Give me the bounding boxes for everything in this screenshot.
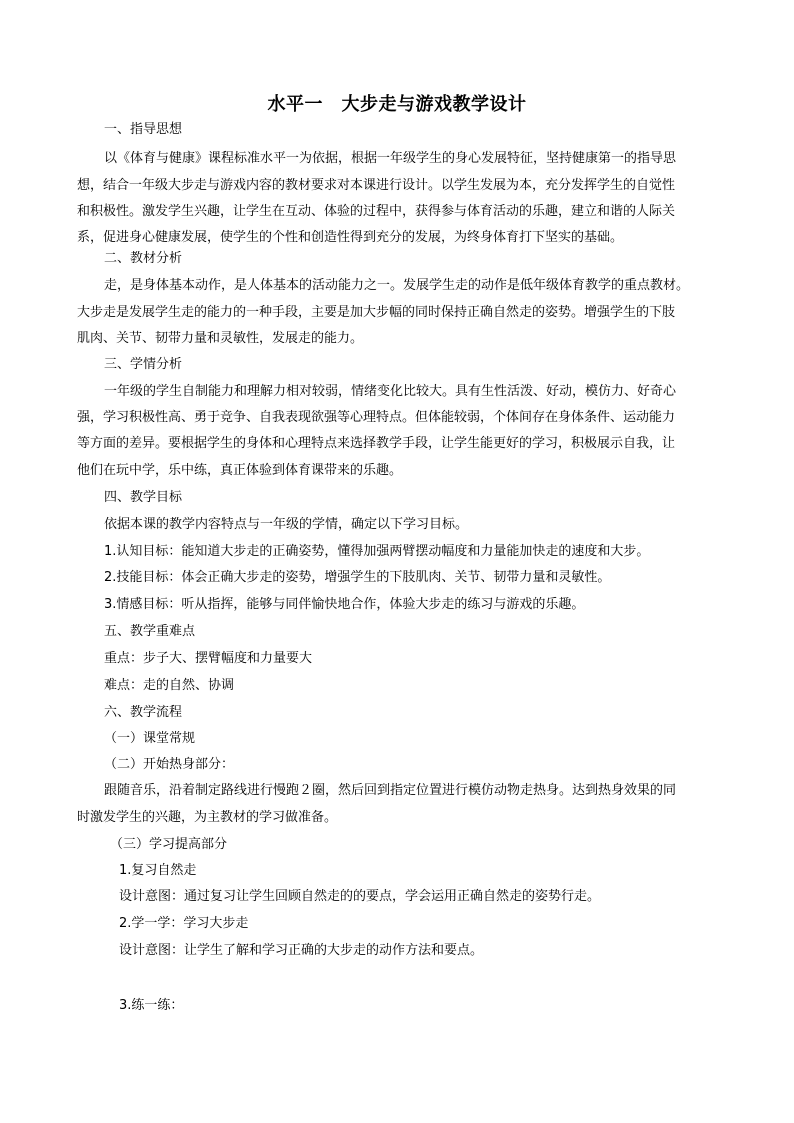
- section-heading-key-difficult-points: 五、教学重难点: [104, 624, 196, 639]
- subsection-heading: （三）学习提高部分: [110, 837, 228, 852]
- subsection-heading: （一）课堂常规: [104, 731, 196, 746]
- paragraph-line: 跟随音乐，沿着制定路线进行慢跑２圈，然后回到指定位置进行模仿动物走热身。达到热身效果的同: [104, 783, 677, 798]
- section-heading-teaching-goals: 四、教学目标: [104, 490, 183, 505]
- goal-item-skill: 2.技能目标：体会正确大步走的姿势，增强学生的下肢肌肉、关节、韧带力量和灵敏性。: [104, 570, 611, 585]
- paragraph-line: 大步走是发展学生走的能力的一种手段，主要是加大步幅的同时保持正确自然走的姿势。增强学生的下肢: [77, 305, 676, 320]
- paragraph-line: 等方面的差异。要根据学生的身体和心理特点来选择教学手段，让学生能更好的学习，积极展示自我，让: [77, 436, 676, 451]
- paragraph-line: 一年级的学生自制能力和理解力相对较弱，情绪变化比较大。具有生性活泼、好动，模仿力、好奇心: [104, 384, 677, 399]
- paragraph-line: 走，是身体基本动作，是人体基本的活动能力之一。发展学生走的动作是低年级体育教学的重点教材。: [104, 278, 690, 293]
- paragraph-line: 依据本课的教学内容特点与一年级的学情，确定以下学习目标。: [104, 517, 469, 532]
- key-point: 重点：步子大、摆臂幅度和力量要大: [104, 651, 313, 666]
- document-title: 水平一 大步走与游戏教学设计: [267, 94, 527, 115]
- paragraph-line: 系，促进身心健康发展，使学生的个性和创造性得到充分的发展，为终身体育打下坚实的基础。: [77, 230, 624, 245]
- goal-item-emotion: 3.情感目标：听从指挥，能够与同伴愉快地合作，体验大步走的练习与游戏的乐趣。: [104, 597, 585, 612]
- section-heading-guiding-ideology: 一、指导思想: [104, 122, 183, 137]
- subsection-heading: （二）开始热身部分：: [104, 757, 235, 772]
- paragraph-line: 他们在玩中学，乐中练，真正体验到体育课带来的乐趣。: [77, 463, 403, 478]
- section-heading-learner-analysis: 三、学情分析: [104, 357, 183, 372]
- step-item: 3.练一练：: [119, 998, 184, 1013]
- section-heading-teaching-process: 六、教学流程: [104, 705, 183, 720]
- step-item: 1.复习自然走: [119, 863, 197, 878]
- paragraph-line: 强，学习积极性高、勇于竞争、自我表现欲强等心理特点。但体能较弱，个体间存在身体条件、运动能力: [77, 410, 676, 425]
- step-item: 2.学一学：学习大步走: [119, 916, 249, 931]
- goal-item-cognitive: 1.认知目标：能知道大步走的正确姿势，懂得加强两臂摆动幅度和力量能加快走的速度和大步。: [104, 544, 650, 559]
- paragraph-line: 以《体育与健康》课程标准水平一为依据，根据一年级学生的身心发展特征，坚持健康第一的指导思: [104, 151, 677, 166]
- design-intent: 设计意图：通过复习让学生回顾自然走的的要点，学会运用正确自然走的姿势行走。: [119, 889, 601, 904]
- paragraph-line: 时激发学生的兴趣，为主教材的学习做准备。: [77, 810, 338, 825]
- paragraph-line: 肌肉、关节、韧带力量和灵敏性，发展走的能力。: [77, 331, 364, 346]
- difficult-point: 难点：走的自然、协调: [104, 678, 235, 693]
- design-intent: 设计意图：让学生了解和学习正确的大步走的动作方法和要点。: [119, 943, 484, 958]
- paragraph-line: 和积极性。激发学生兴趣，让学生在互动、体验的过程中，获得参与体育活动的乐趣，建立和谐的人际关: [77, 204, 676, 219]
- section-heading-textbook-analysis: 二、教材分析: [104, 251, 183, 266]
- paragraph-line: 想，结合一年级大步走与游戏内容的教材要求对本课进行设计。以学生发展为本，充分发挥学生的自觉性: [77, 178, 676, 193]
